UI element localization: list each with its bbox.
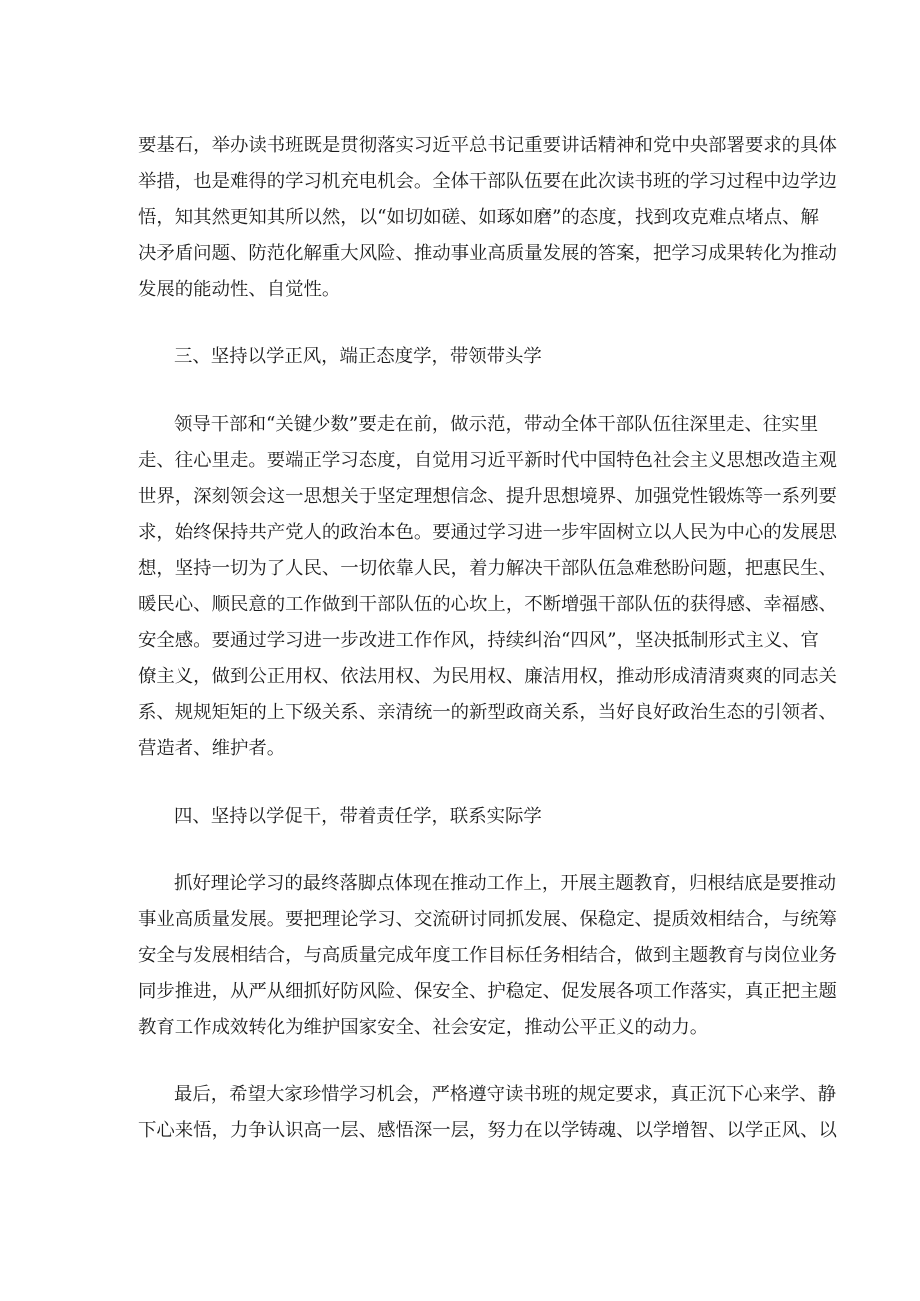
text-line: 最后，希望大家珍惜学习机会，严格遵守读书班的规定要求，真正沉下心来学、静 <box>174 1084 837 1106</box>
text-line: 僚主义，做到公正用权、依法用权、为民用权、廉洁用权，推动形成清清爽爽的同志关 <box>138 666 837 688</box>
section-heading: 三、坚持以学正风，端正态度学，带领带头学 <box>174 346 542 368</box>
text-line: 暖民心、顺民意的工作做到干部队伍的心坎上，不断增强干部队伍的获得感、幸福感、 <box>138 594 837 616</box>
text-line: 想，坚持一切为了人民、一切依靠人民，着力解决干部队伍急难愁盼问题，把惠民生、 <box>138 557 837 579</box>
text-line: 安全与发展相结合，与高质量完成年度工作目标任务相结合，做到主题教育与岗位业务 <box>138 944 837 966</box>
paragraph <box>138 128 837 308</box>
text-line: 同步推进，从严从细抓好防风险、保安全、护稳定、促发展各项工作落实，真正把主题 <box>138 980 837 1002</box>
text-line: 要基石，举办读书班既是贯彻落实习近平总书记重要讲话精神和党中央部署要求的具体 <box>138 135 837 156</box>
text-line: 走、往心里走。要端正学习态度，自觉用习近平新时代中国特色社会主义思想改造主观 <box>138 449 837 471</box>
text-line: 事业高质量发展。要把理论学习、交流研讨同抓发展、保稳定、提质效相结合，与统筹 <box>138 908 837 930</box>
text-line: 抓好理论学习的最终落脚点体现在推动工作上，开展主题教育，归根结底是要推动 <box>174 872 837 894</box>
section-heading: 四、坚持以学促干，带着责任学，联系实际学 <box>174 805 542 827</box>
paragraph-gap <box>138 1046 788 1077</box>
paragraph <box>138 407 837 768</box>
document-body <box>138 128 837 1149</box>
paragraph-gap <box>138 768 788 799</box>
paragraph-gap <box>138 835 788 866</box>
text-line: 营造者、维护者。 <box>138 738 286 760</box>
text-line: 安全感。要通过学习进一步改进工作作风，持续纠治“四风”，坚决抵制形式主义、官 <box>138 630 819 652</box>
text-line: 悟，知其然更知其所以然，以“如切如磋、如琢如磨”的态度，找到攻克难点堵点、解 <box>138 207 819 229</box>
text-line: 决矛盾问题、防范化解重大风险、推动事业高质量发展的答案，把学习成果转化为推动 <box>138 243 837 265</box>
text-line: 世界，深刻领会这一思想关于坚定理想信念、提升思想境界、加强党性锻炼等一系列要 <box>138 485 837 507</box>
text-line: 领导干部和“关键少数”要走在前，做示范，带动全体干部队伍往深里走、往实里 <box>174 413 819 435</box>
text-line: 求，始终保持共产党人的政治本色。要通过学习进一步牢固树立以人民为中心的发展思 <box>138 521 837 543</box>
text-line: 下心来悟，力争认识高一层、感悟深一层，努力在以学铸魂、以学增智、以学正风、以 <box>138 1120 837 1142</box>
text-line: 发展的能动性、自觉性。 <box>138 279 341 301</box>
paragraph-gap <box>138 308 788 339</box>
paragraph <box>138 866 837 1046</box>
paragraph-gap <box>138 376 788 407</box>
text-line: 举措，也是难得的学习机充电机会。全体干部队伍要在此次读书班的学习过程中边学边 <box>138 171 837 193</box>
text-line: 教育工作成效转化为维护国家安全、社会安定，推动公平正义的动力。 <box>138 1016 709 1038</box>
text-line: 系、规规矩矩的上下级关系、亲清统一的新型政商关系，当好良好政治生态的引领者、 <box>138 702 837 724</box>
paragraph <box>138 1077 837 1149</box>
